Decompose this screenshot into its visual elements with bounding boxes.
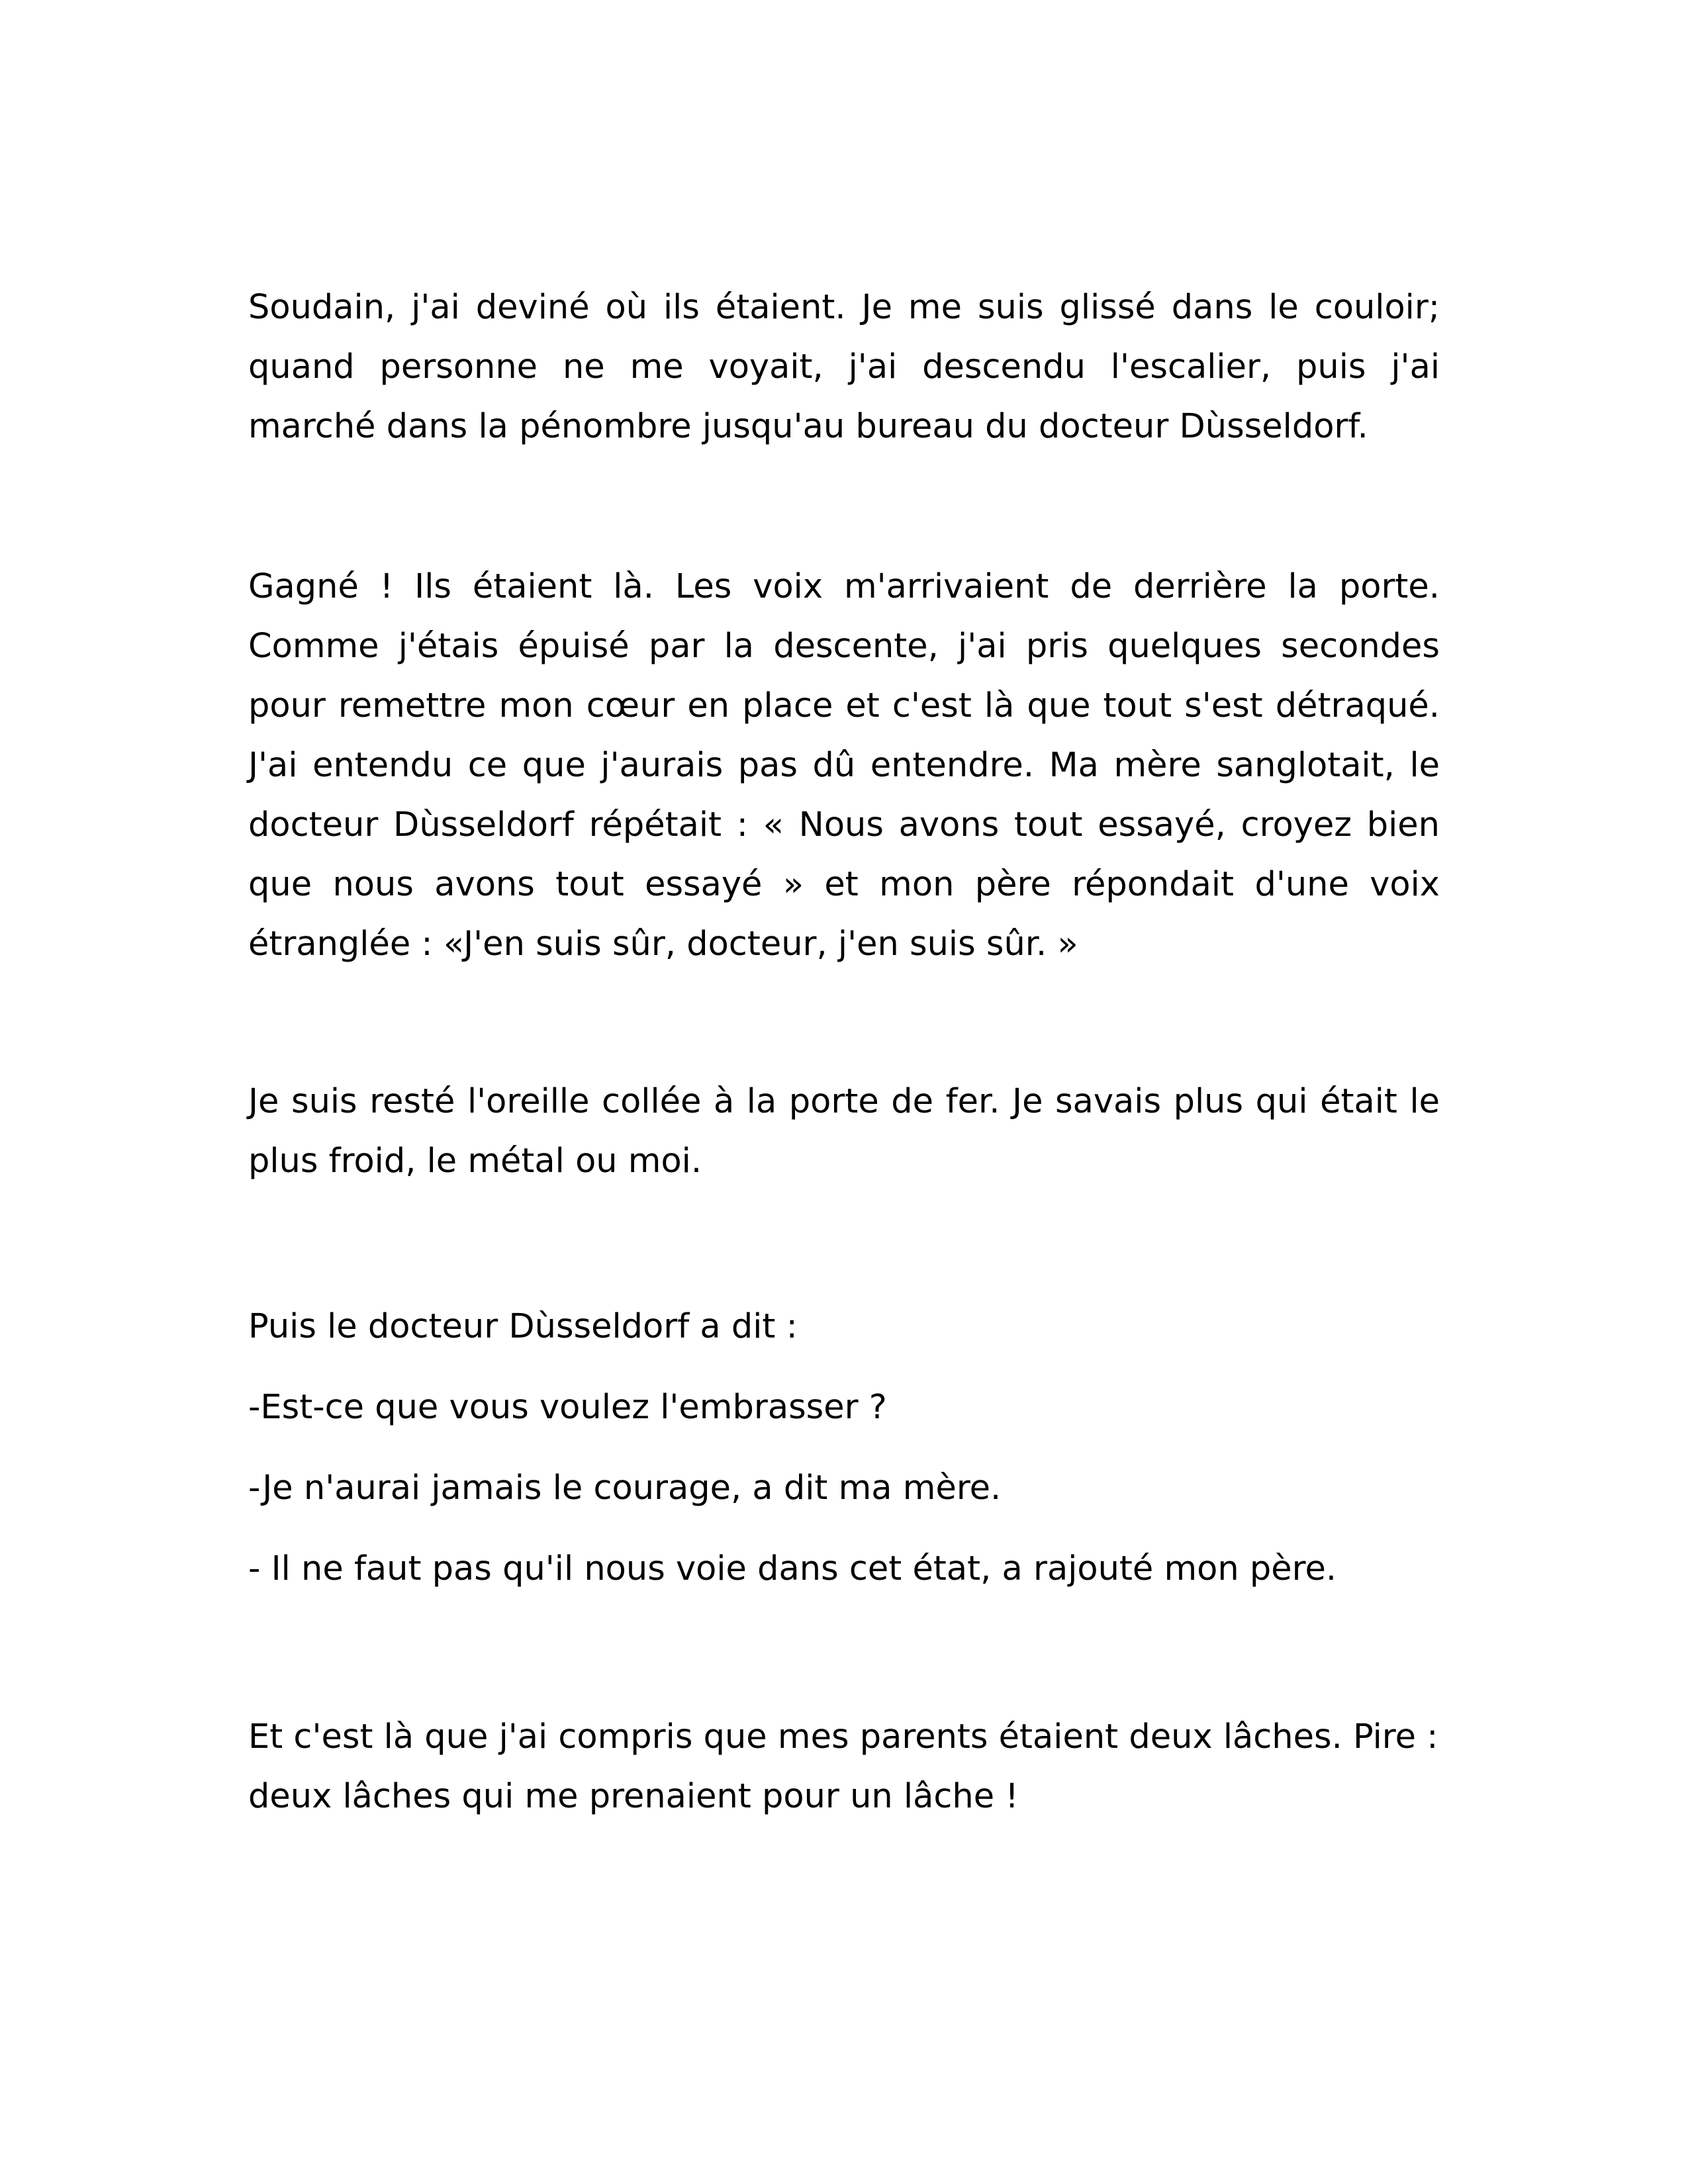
paragraph-final: Et c'est là que j'ai compris que mes parents étaient deux lâches. Pire : deux lâches qui me prenaient pour un lâche ! bbox=[248, 1717, 1438, 1816]
dialogue-intro: Puis le docteur Dùsseldorf a dit : bbox=[248, 1307, 798, 1346]
dialogue-line-2: -Je n'aurai jamais le courage, a dit ma mère. bbox=[248, 1469, 1002, 1508]
dialogue-line-1: -Est-ce que vous voulez l'embrasser ? bbox=[248, 1388, 887, 1427]
paragraph-2: Gagné ! Ils étaient là. Les voix m'arrivaient de derrière la porte. Comme j'étais épuisé par la descente, j'ai pris quelques secondes pour remettre mon cœur en place et c'est là que tout s'est détraqué. J'ai entendu ce que j'aurais pas dû entendre. Ma mère sanglotait, le docteur Dùsseldorf répétait : « Nous avons tout essayé, croyez bien que nous avons tout essayé » et mon père répondait d'une voix étranglée : «J'en suis sûr, docteur, j'en suis sûr. » bbox=[248, 567, 1440, 964]
dialogue-line-3: - Il ne faut pas qu'il nous voie dans cet état, a rajouté mon père. bbox=[248, 1549, 1337, 1588]
paragraph-3: Je suis resté l'oreille collée à la porte de fer. Je savais plus qui était le plus froid, le métal ou moi. bbox=[248, 1082, 1440, 1181]
paragraph-1: Soudain, j'ai deviné où ils étaient. Je me suis glissé dans le couloir; quand personne ne me voyait, j'ai descendu l'escalier, puis j'ai marché dans la pénombre jusqu'au bureau du docteur Dùsseldorf. bbox=[248, 288, 1440, 446]
